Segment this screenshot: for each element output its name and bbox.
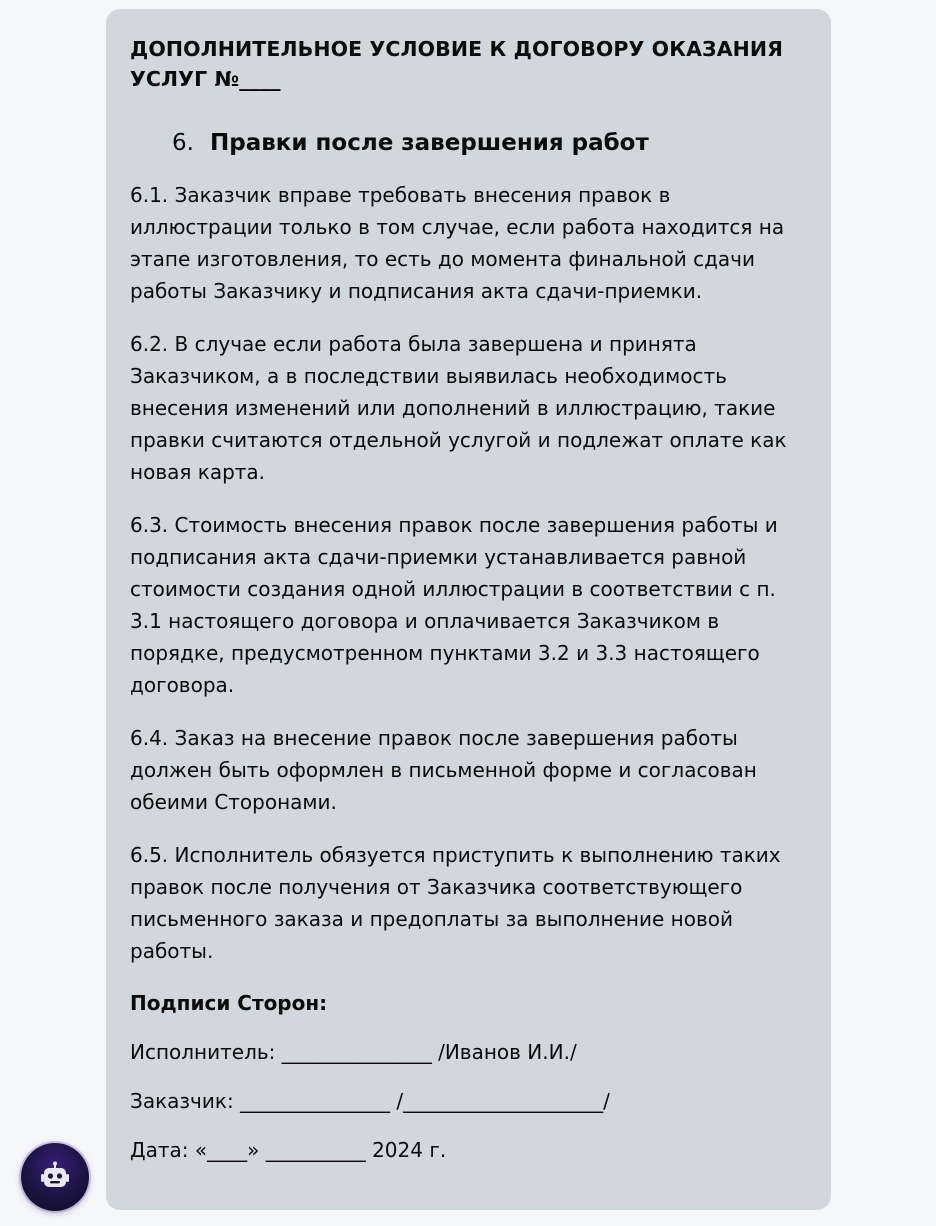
section-title: Правки после завершения работ [210, 130, 649, 156]
clause-6-1: 6.1. Заказчик вправе требовать внесения правок в иллюстрации только в том случае, если работа находится на этапе изготовления, то есть до момента финальной сдачи работы Заказчику и подписания акта сдачи-приемки. [130, 183, 785, 303]
assistant-message [106, 9, 831, 1210]
clause-6-4: 6.4. Заказ на внесение правок после завершения работы должен быть оформлен в письменной форме и согласован обеими Сторонами. [130, 726, 757, 814]
clause-6-3: 6.3. Стоимость внесения правок после завершения работы и подписания акта сдачи-приемки устанавливается равной стоимости создания одной иллюстрации в соответствии с п. 3.1 настоящего договора и оплачивается Заказчиком в порядке, предусмотренном пунктами 3.2 и 3.3 настоящего договора. [130, 513, 778, 697]
date-line: Дата: «____» __________ 2024 г. [130, 1138, 447, 1162]
assistant-bot-button[interactable] [21, 1143, 89, 1211]
clause-6-2: 6.2. В случае если работа была завершена и принята Заказчиком, а в последствии выявилась необходимость внесения изменений или дополнений в иллюстрацию, такие правки считаются отдельной услугой и подлежат оплате как новая карта. [130, 332, 787, 484]
document-title: ДОПОЛНИТЕЛЬНОЕ УСЛОВИЕ К ДОГОВОРУ ОКАЗАНИЯ УСЛУГ №____ [130, 37, 784, 91]
robot-icon [38, 1160, 72, 1194]
customer-signature-line: Заказчик: _______________ /____________________/ [130, 1089, 610, 1113]
section-number: 6. [172, 130, 194, 156]
signatures-heading: Подписи Сторон: [130, 991, 328, 1015]
clause-6-5: 6.5. Исполнитель обязуется приступить к выполнению таких правок после получения от Заказчика соответствующего письменного заказа и предоплаты за выполнение новой работы. [130, 843, 781, 963]
executor-signature-line: Исполнитель: _______________ /Иванов И.И./ [130, 1040, 577, 1064]
section-heading [130, 128, 807, 158]
